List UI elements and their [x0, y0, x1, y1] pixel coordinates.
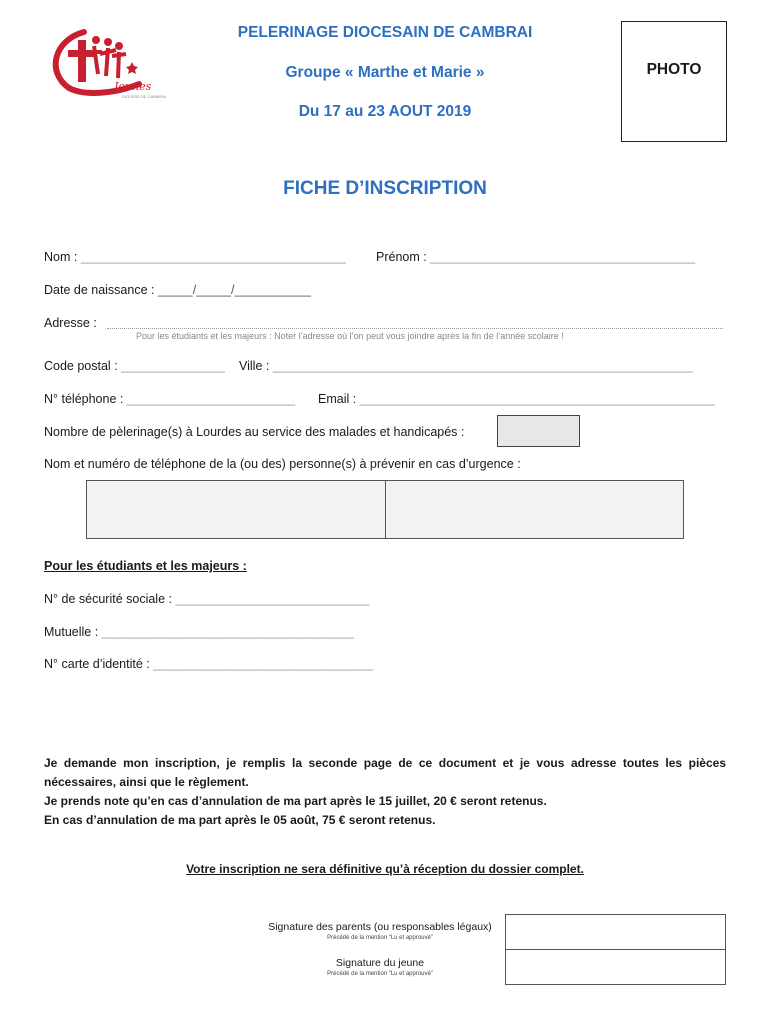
event-dates: Du 17 au 23 AOUT 2019	[298, 103, 472, 120]
code-postal-label: Code postal :	[44, 359, 118, 373]
statement	[44, 754, 726, 830]
secu-row	[44, 592, 369, 606]
adresse-field[interactable]	[107, 328, 723, 329]
pelerinages-input[interactable]	[497, 415, 580, 447]
signature-parents-note: Précédé de la mention “Lu et approuvé”	[327, 935, 433, 941]
signature-parents-box[interactable]	[505, 914, 726, 950]
group-name: Groupe « Marthe et Marie »	[285, 64, 485, 81]
adresse-row	[44, 316, 97, 330]
code-postal-field[interactable]: ________________	[121, 359, 225, 373]
naissance-label: Date de naissance :	[44, 283, 155, 297]
adresse-label: Adresse :	[44, 316, 97, 330]
urgence-contact-2[interactable]	[385, 480, 684, 539]
urgence-contact-1[interactable]	[86, 480, 386, 539]
email-field[interactable]: _______________________________________________________	[359, 392, 715, 406]
nom-label: Nom :	[44, 250, 78, 264]
signature-jeune-label	[250, 957, 510, 977]
ville-label: Ville :	[239, 359, 270, 373]
naissance-row	[44, 283, 311, 297]
email-row	[318, 392, 715, 406]
statement-p3: En cas d’annulation de ma part après le 05 août, 75 € seront retenus.	[44, 813, 436, 827]
naissance-field[interactable]: _____/_____/___________	[157, 283, 311, 297]
secu-label: N° de sécurité sociale :	[44, 592, 172, 606]
telephone-field[interactable]: __________________________	[126, 392, 295, 406]
statement-p1: Je demande mon inscription, je remplis la seconde page de ce document et je vous adresse toutes les pièces nécessaires, ainsi que le règlement.	[44, 756, 726, 789]
identite-label: N° carte d’identité :	[44, 657, 150, 671]
email-label: Email :	[318, 392, 357, 406]
signature-jeune-box[interactable]	[505, 949, 726, 985]
signature-parents-label	[250, 921, 510, 941]
mutuelle-label: Mutuelle :	[44, 625, 99, 639]
telephone-row	[44, 392, 295, 406]
ville-field[interactable]: _________________________________________________________________	[272, 359, 693, 373]
majeurs-heading: Pour les étudiants et les majeurs :	[44, 559, 247, 573]
photo-box[interactable]	[621, 21, 727, 142]
mutuelle-field[interactable]: _______________________________________	[101, 625, 354, 639]
prenom-field[interactable]: _________________________________________	[430, 250, 695, 264]
identite-row	[44, 657, 373, 671]
telephone-label: N° téléphone :	[44, 392, 124, 406]
identite-field[interactable]: __________________________________	[153, 657, 373, 671]
photo-label: PHOTO	[646, 61, 702, 78]
signature-jeune-note: Précédé de la mention “Lu et approuvé”	[327, 971, 433, 977]
secu-field[interactable]: ______________________________	[175, 592, 370, 606]
logo	[44, 22, 169, 104]
adresse-note: Pour les étudiants et les majeurs : Noter l’adresse où l’on peut vous joindre après la fin de l’année scolaire !	[136, 331, 564, 341]
statement-p2: Je prends note qu’en cas d’annulation de ma part après le 15 juillet, 20 € seront retenus.	[44, 794, 547, 808]
nom-field[interactable]: _________________________________________	[80, 250, 346, 264]
urgence-label: Nom et numéro de téléphone de la (ou des) personne(s) à prévenir en cas d’urgence :	[44, 457, 521, 471]
logo-subtext: DIOCESE DE CAMBRAI	[122, 94, 167, 99]
pelerinages-label: Nombre de pèlerinage(s) à Lourdes au service des malades et handicapés :	[44, 425, 465, 439]
prenom-label: Prénom :	[376, 250, 427, 264]
ville-row	[239, 359, 692, 373]
signature-jeune-text: Signature du jeune	[335, 957, 425, 969]
logo-text: Jeunes	[114, 80, 152, 93]
form-title: FICHE D’INSCRIPTION	[283, 178, 487, 199]
mutuelle-row	[44, 625, 353, 639]
nom-row	[44, 250, 345, 264]
prenom-row	[376, 250, 695, 264]
completion-notice: Votre inscription ne sera définitive qu’à réception du dossier complet.	[186, 862, 584, 876]
signature-parents-text: Signature des parents (ou responsables légaux)	[268, 921, 492, 933]
pilgrimage-title: PELERINAGE DIOCESAIN DE CAMBRAI	[237, 24, 533, 41]
code-postal-row	[44, 359, 224, 373]
